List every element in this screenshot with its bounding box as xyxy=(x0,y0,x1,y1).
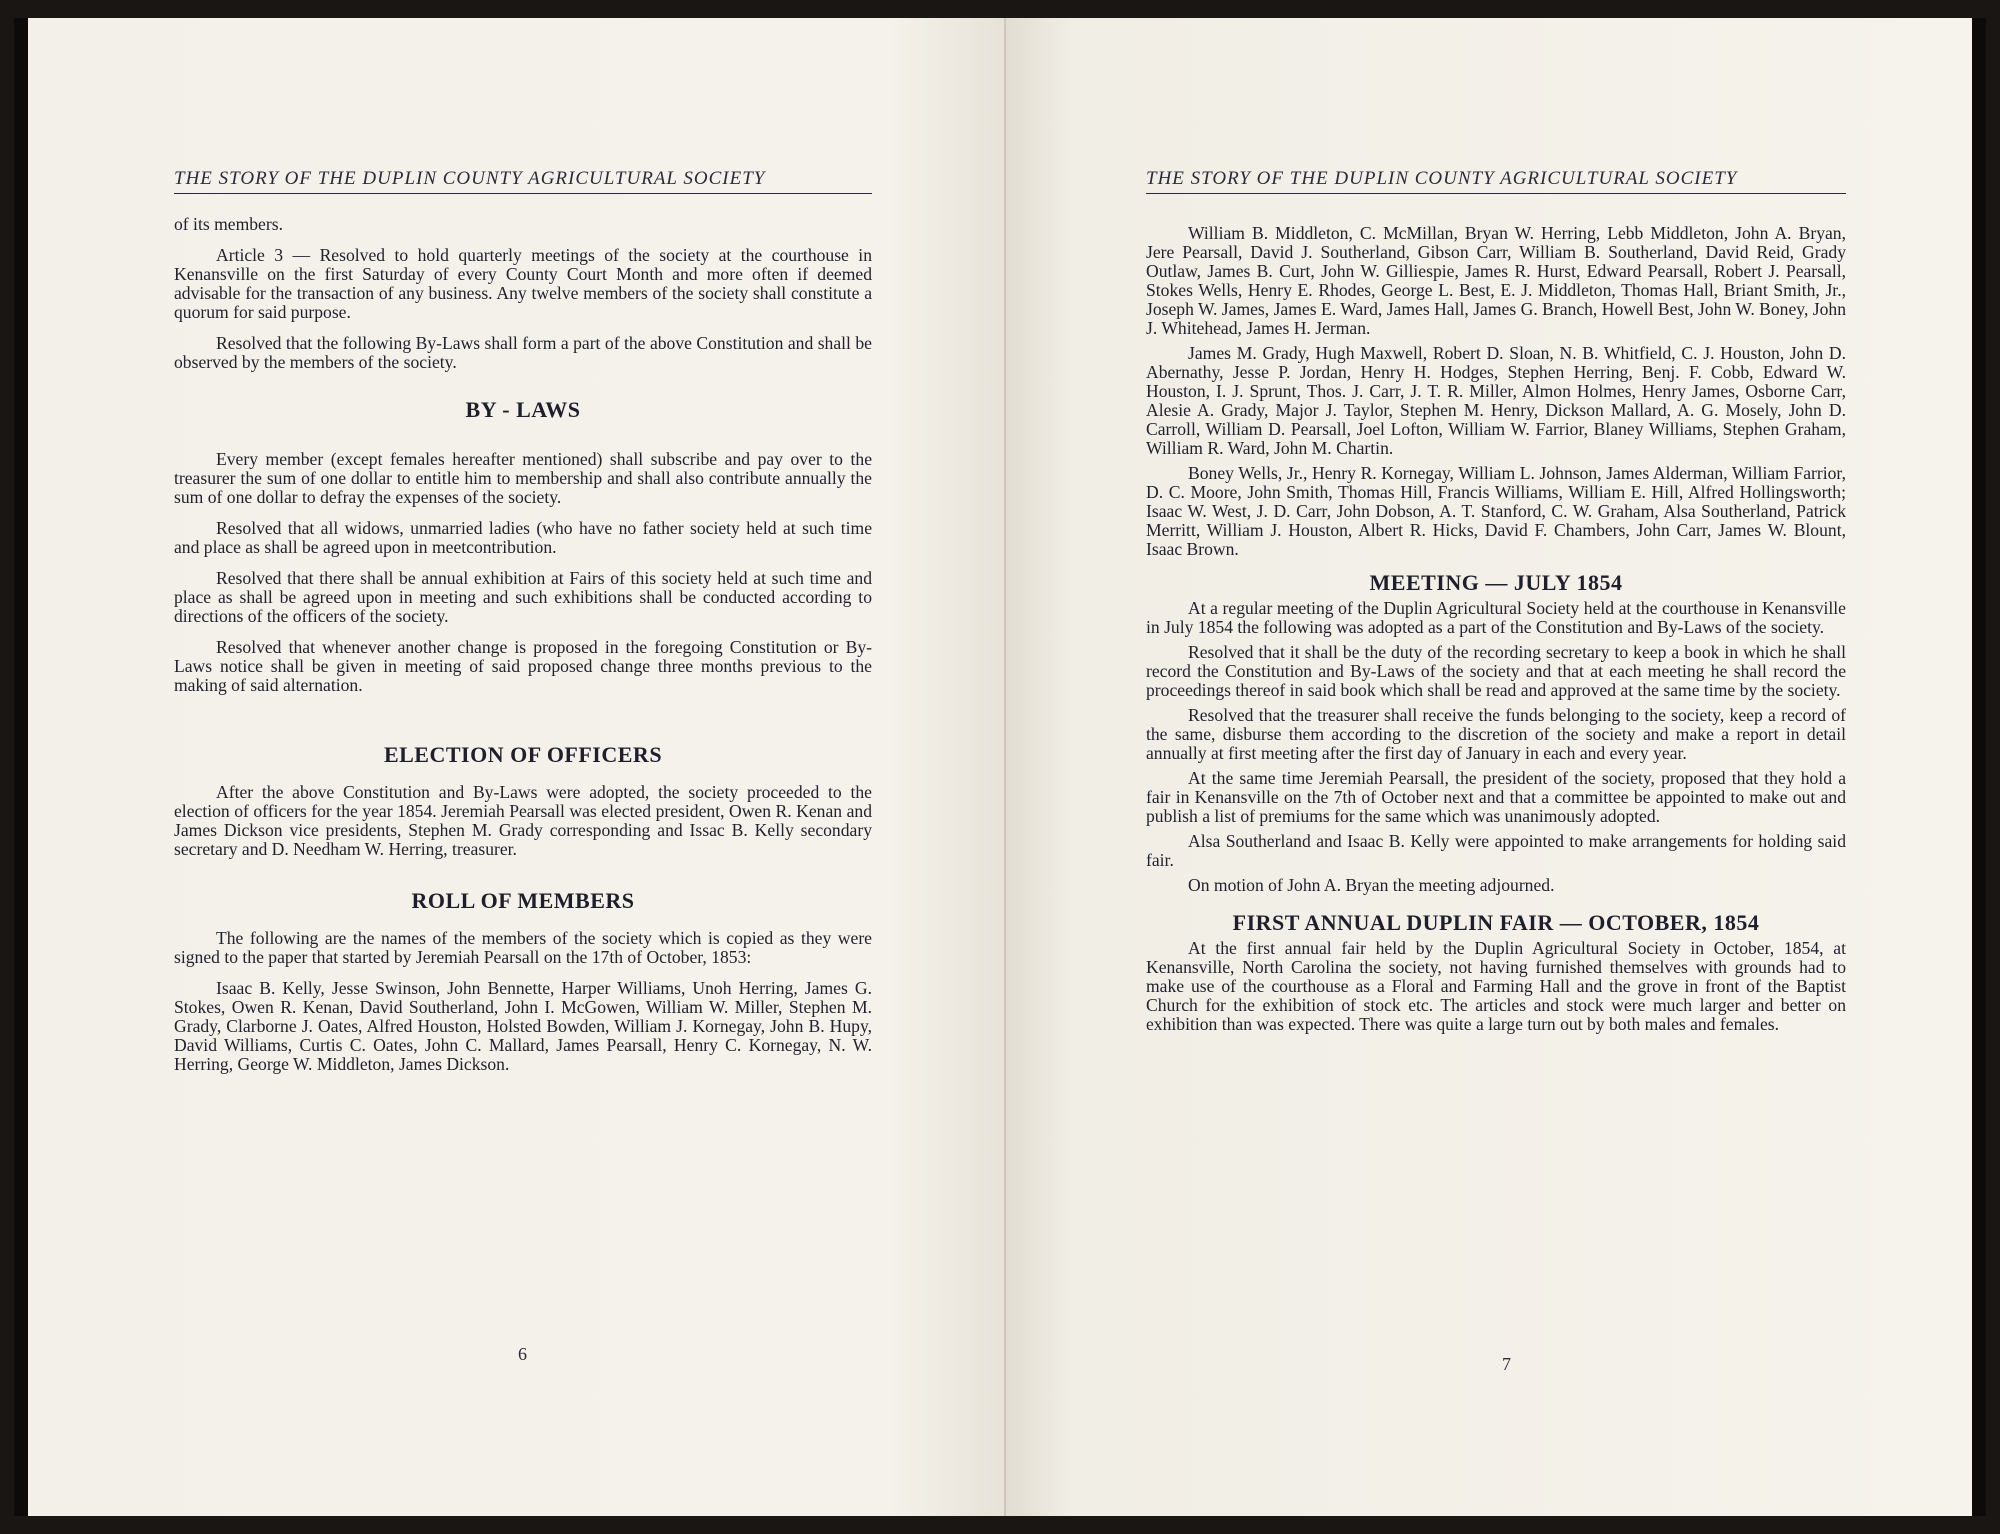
paragraph: Resolved that there shall be annual exhibition at Fairs of this society held at such time and place as shall be agreed upon in meeting and such exhibitions shall be conducted according to directions of the officers of the society. xyxy=(174,568,872,626)
paragraph: Article 3 — Resolved to hold quarterly meetings of the society at the courthouse in Kenansville on the first Saturday of every County Court Month and more often if deemed advisable for the transaction of any business. Any twelve members of the society shall constitute a quorum for said purpose. xyxy=(174,245,872,322)
paragraph: of its members. xyxy=(174,214,283,234)
right-text-column xyxy=(1146,224,1846,1040)
meeting-heading: MEETING — JULY 1854 xyxy=(1369,570,1623,595)
paragraph: The following are the names of the members of the society which is copied as they were signed to the paper that started by Jeremiah Pearsall on the 17th of October, 1853: xyxy=(174,928,872,967)
paragraph: On motion of John A. Bryan the meeting adjourned. xyxy=(1188,875,1555,895)
paragraph: Resolved that all widows, unmarried ladies (who have no father society held at such time and place as shall be agreed upon in meetcontribution. xyxy=(174,518,872,557)
paragraph: After the above Constitution and By-Laws were adopted, the society proceeded to the election of officers for the year 1854. Jeremiah Pearsall was elected president, Owen R. Kenan and James Dickson vice presidents, Stephen M. Grady corresponding and Issac B. Kelly secondary secretary and D. Needham W. Herring, treasurer. xyxy=(174,782,872,859)
bylaws-heading: BY - LAWS xyxy=(465,397,581,422)
right-page xyxy=(1006,18,1972,1516)
left-page xyxy=(28,18,1006,1516)
running-header: THE STORY OF THE DUPLIN COUNTY AGRICULTURAL SOCIETY xyxy=(174,168,872,194)
paragraph: At the same time Jeremiah Pearsall, the president of the society, proposed that they hold a fair in Kenansville on the 7th of October next and that a committee be appointed to make out and publish a list of premiums for the same which was unanimously adopted. xyxy=(1146,768,1846,826)
paragraph: At the first annual fair held by the Duplin Agricultural Society in October, 1854, at Kenansville, North Carolina the society, not having furnished themselves with grounds had to make use of the courthouse as a Floral and Farming Hall and the grove in front of the Baptist Church for the exhibition of stock etc. The articles and stock were much larger and better on exhibition than was expected. There was quite a large turn out by both males and females. xyxy=(1146,938,1846,1034)
member-names: Boney Wells, Jr., Henry R. Kornegay, William L. Johnson, James Alderman, William Farrior, D. C. Moore, John Smith, Thomas Hill, Francis Williams, William E. Hill, Alfred Hollingsworth; Isaac W. West, J. D. Carr, John Dobson, A. T. Stanford, C. W. Graham, Alsa Southerland, Patrick Merritt, William J. Houston, Albert R. Hicks, David F. Chambers, John Carr, James W. Blount, Isaac Brown. xyxy=(1146,463,1846,559)
paragraph: Alsa Southerland and Isaac B. Kelly were appointed to make arrangements for holding said fair. xyxy=(1146,831,1846,870)
running-header: THE STORY OF THE DUPLIN COUNTY AGRICULTURAL SOCIETY xyxy=(1146,168,1846,194)
book-spread xyxy=(14,18,1986,1516)
paragraph: Resolved that it shall be the duty of the recording secretary to keep a book in which he shall record the Constitution and By-Laws of the society and that at each meeting he shall record the proceedings thereof in said book which shall be read and approved at the same time by the society. xyxy=(1146,642,1846,700)
paragraph: Resolved that whenever another change is proposed in the foregoing Constitution or By-Laws notice shall be given in meeting of said proposed change three months previous to the making of said alternation. xyxy=(174,637,872,695)
member-names: James M. Grady, Hugh Maxwell, Robert D. Sloan, N. B. Whitfield, C. J. Houston, John D. Abernathy, Jesse P. Jordan, Henry H. Hodges, Stephen Herring, Benj. F. Cobb, Edward W. Houston, I. J. Sprunt, Thos. J. Carr, J. T. R. Miller, Almon Holmes, Henry James, Osborne Carr, Alesie A. Grady, Major J. Taylor, Stephen M. Henry, Dickson Mallard, A. G. Mosely, John D. Carroll, William D. Pearsall, Joel Lofton, William W. Farrior, Blaney Williams, Stephen Graham, William R. Ward, John M. Chartin. xyxy=(1146,343,1846,458)
election-heading: ELECTION OF OFFICERS xyxy=(383,742,663,767)
paragraph: Resolved that the following By-Laws shall form a part of the above Constitution and shall be observed by the members of the society. xyxy=(174,333,872,372)
page-number: 7 xyxy=(1502,1354,1511,1374)
left-text-column xyxy=(174,215,872,1086)
member-names: William B. Middleton, C. McMillan, Bryan W. Herring, Lebb Middleton, John A. Bryan, Jere Pearsall, David J. Southerland, Gibson Carr, William B. Southerland, David Reid, Grady Outlaw, James B. Curt, John W. Gilliespie, James R. Hurst, Edward Pearsall, Robert J. Pearsall, Stokes Wells, Henry E. Rhodes, George L. Best, E. J. Middleton, Thomas Hall, Briant Smith, Jr., Joseph W. James, James E. Ward, James Hall, James G. Branch, Howell Best, John W. Boney, John J. Whitehead, James H. Jerman. xyxy=(1146,223,1846,338)
roll-heading: ROLL OF MEMBERS xyxy=(411,888,635,913)
member-names: Isaac B. Kelly, Jesse Swinson, John Bennette, Harper Williams, Unoh Herring, James G. Stokes, Owen R. Kenan, David Southerland, John I. McGowen, William W. Miller, Stephen M. Grady, Clarborne J. Oates, Alfred Houston, Holsted Bowden, William J. Kornegay, John B. Hupy, David Williams, Curtis C. Oates, John C. Mallard, James Pearsall, Henry C. Kornegay, N. W. Herring, George W. Middleton, James Dickson. xyxy=(174,978,872,1074)
paragraph: At a regular meeting of the Duplin Agricultural Society held at the courthouse in Kenansville in July 1854 the following was adopted as a part of the Constitution and By-Laws of the society. xyxy=(1146,598,1846,637)
paragraph: Resolved that the treasurer shall receive the funds belonging to the society, keep a record of the same, disburse them according to the discretion of the society and make a report in detail annually at first meeting after the first day of January in each and every year. xyxy=(1146,705,1846,763)
page-number: 6 xyxy=(518,1344,527,1364)
paragraph: Every member (except females hereafter mentioned) shall subscribe and pay over to the treasurer the sum of one dollar to entitle him to membership and shall also contribute annually the sum of one dollar to defray the expenses of the society. xyxy=(174,449,872,507)
fair-heading: FIRST ANNUAL DUPLIN FAIR — OCTOBER, 1854 xyxy=(1232,910,1760,935)
